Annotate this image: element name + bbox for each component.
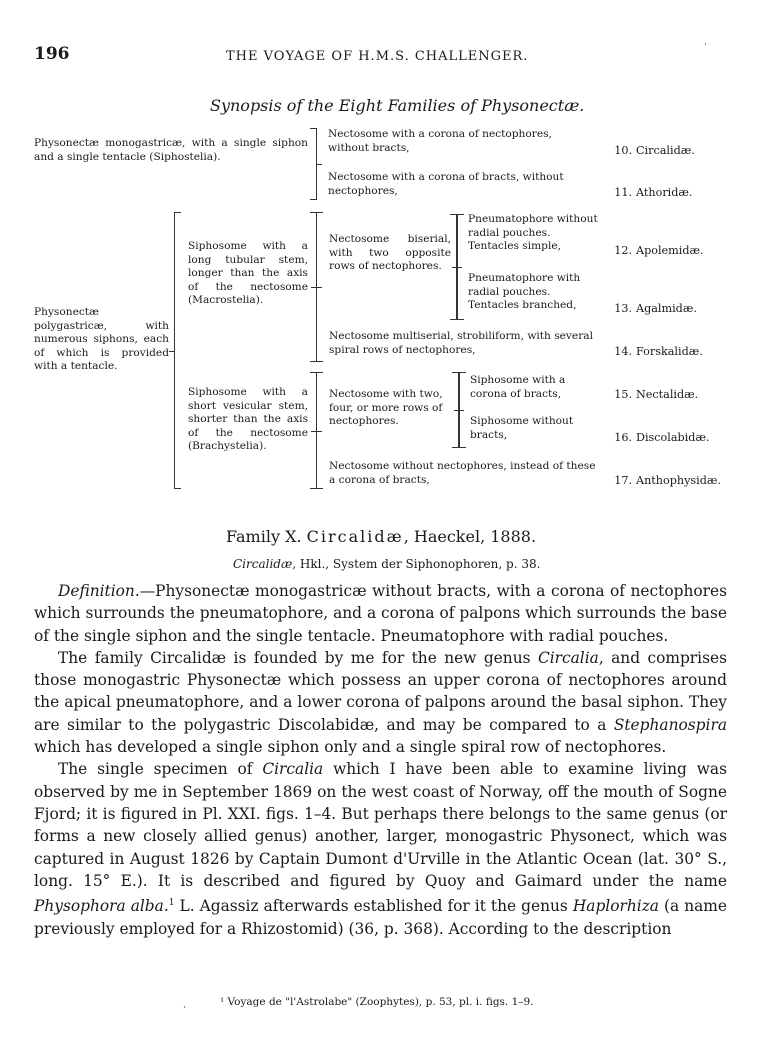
polygastric-label: Physonectæ polygastricæ, with numerous siphons, each of which is provided with a tentacle. bbox=[34, 306, 169, 372]
brace bbox=[457, 214, 464, 320]
monogastric-label: Physonectæ monogastricæ, with a single siphon and a single tentacle (Siphostelia). bbox=[34, 137, 308, 163]
family-entry: 15. Nectalidæ. bbox=[614, 388, 699, 401]
print-speck: · bbox=[183, 1003, 186, 1013]
siphosome-with-corona: Siphosome with a corona of bracts, bbox=[470, 374, 566, 400]
two-four-rows-label: Nectosome with two, four, or more rows of nectophores. bbox=[329, 388, 443, 427]
family-entry: 14. Forskalidæ. bbox=[614, 345, 703, 358]
brace bbox=[310, 128, 317, 200]
paragraph-definition: Definition.—Physonectæ monogastricæ without bracts, with a corona of nectophores which surrounds the pneumatophore, and a corona of palpons which surrounds the base of the single siphon and the single tentacle. Pneumatophore with radial pouches. bbox=[34, 582, 727, 645]
print-speck: · bbox=[704, 40, 707, 50]
pneumatophore-with: Pneumatophore with radial pouches. Tentacles branched, bbox=[468, 272, 581, 311]
citation: Circalidæ, Hkl., System der Siphonophoren, p. 38. bbox=[233, 557, 541, 571]
body-text bbox=[34, 580, 727, 940]
biserial-label: Nectosome biserial, with two opposite rows of nectophores. bbox=[329, 233, 451, 272]
brace bbox=[316, 372, 323, 489]
paragraph-specimen: The single specimen of Circalia which I have been able to examine living was observed by me in September 1869 on the west coast of Norway, off the mouth of Sogne Fjord; it is figured in Pl. XXI. figs. 1–4. But perhaps there belongs to the same genus (or forms a new closely allied genus) another, larger, monogastric Physonect, which was captured in August 1826 by Captain Dumont d'Urville in the Atlantic Ocean (lat. 30° S., long. 15° E.). It is described and figured by Quoy and Gaimard under the name Physophora alba.$^1$ L. Agassiz afterwards established for it the genus Haplorhiza (a name previously employed for a Rhizostomid) (36, p. 368). According to the description bbox=[34, 760, 727, 938]
family-entry: 11. Athoridæ. bbox=[614, 186, 693, 199]
page-number: 196 bbox=[34, 44, 70, 64]
multiserial-label: Nectosome multiserial, strobiliform, with several spiral rows of nectophores, bbox=[329, 330, 593, 356]
brace bbox=[316, 212, 323, 362]
branch-corona-bracts: Nectosome with a corona of bracts, without nectophores, bbox=[328, 171, 564, 197]
family-entry: 16. Discolabidæ. bbox=[614, 431, 710, 444]
synopsis-title: Synopsis of the Eight Families of Physonectæ. bbox=[210, 96, 585, 115]
family-entry: 17. Anthophysidæ. bbox=[614, 474, 721, 487]
running-title: THE VOYAGE OF H.M.S. CHALLENGER. bbox=[226, 49, 529, 64]
family-heading: Family X. Circalidæ, Haeckel, 1888. bbox=[226, 527, 537, 546]
brace bbox=[174, 212, 181, 489]
brace bbox=[459, 372, 466, 448]
family-entry: 12. Apolemidæ. bbox=[614, 244, 704, 257]
pneumatophore-without: Pneumatophore without radial pouches. Tentacles simple, bbox=[468, 213, 598, 252]
brachystelia-label: Siphosome with a short vesicular stem, shorter than the axis of the nectosome (Brachystelia). bbox=[188, 386, 308, 452]
footnote: ¹ Voyage de "l'Astrolabe" (Zoophytes), p. 53, pl. i. figs. 1–9. bbox=[220, 996, 534, 1008]
without-nectophores-label: Nectosome without nectophores, instead of these a corona of bracts, bbox=[329, 460, 596, 486]
branch-corona-nectophores: Nectosome with a corona of nectophores, without bracts, bbox=[328, 128, 552, 154]
macrostelia-label: Siphosome with a long tubular stem, longer than the axis of the nectosome (Macrostelia). bbox=[188, 240, 308, 306]
paragraph-family: The family Circalidæ is founded by me for the new genus Circalia, and comprises those monogastric Physonectæ which possess an upper corona of nectophores around the apical pneumatophore, and a lower corona of palpons around the basal siphon. They are similar to the polygastric Discolabidæ, and may be compared to a Stephanospira which has developed a single siphon only and a single spiral row of nectophores. bbox=[34, 648, 727, 757]
siphosome-without: Siphosome without bracts, bbox=[470, 415, 574, 441]
family-entry: 10. Circalidæ. bbox=[614, 144, 695, 157]
family-entry: 13. Agalmidæ. bbox=[614, 302, 697, 315]
